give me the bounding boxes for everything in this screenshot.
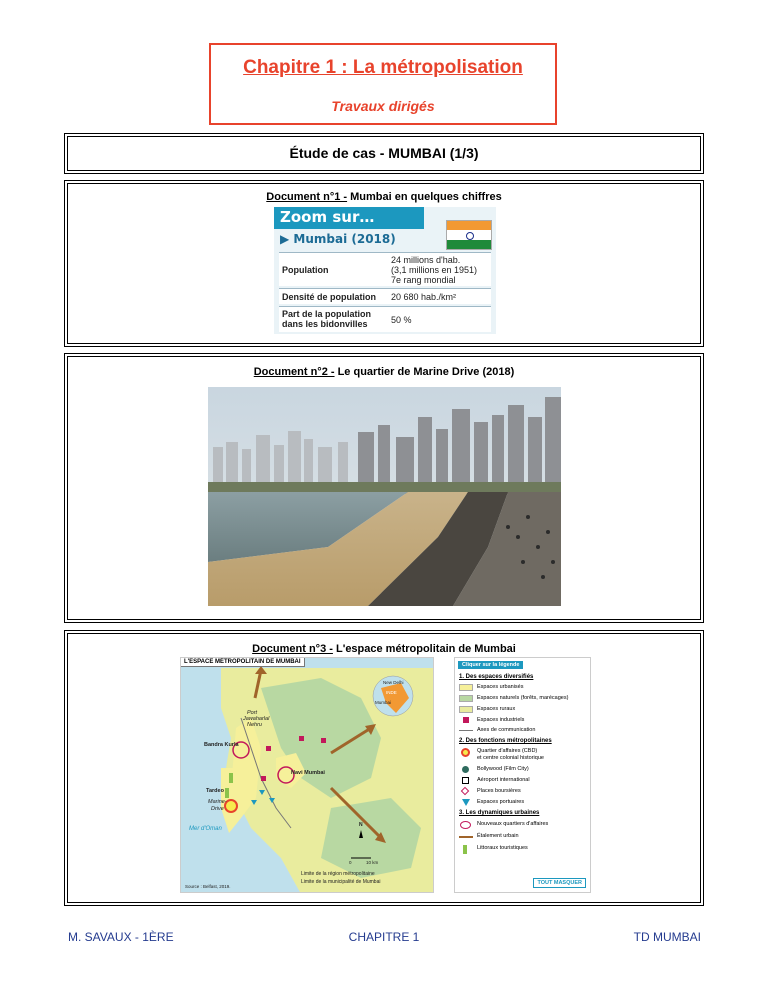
map-scale-end: 10 km <box>366 860 379 865</box>
map-label-nehru: Nehru <box>247 722 262 728</box>
legend-toggle-button[interactable]: Cliquer sur la légende <box>458 661 523 669</box>
india-flag-icon <box>446 220 492 250</box>
legend-section-3[interactable]: 3. Les dynamiques urbaines <box>459 810 540 816</box>
case-study-box <box>67 136 701 171</box>
document-1-title: Mumbai en quelques chiffres <box>347 191 502 203</box>
map-source: Source : Belfast, 2019. <box>185 884 231 889</box>
map-legend: Cliquer sur la légende 1. Des espaces diversifiés Espaces urbanisés Espaces naturels (forêts, marécages) Espaces ruraux Espaces industriels Axes de communication 2. Des fonctions métropolitaines Quartier d'affaires (CBD) et centre colonial historique Bollywood (Film City) Aéroport international Places boursières Espaces portuaires 3. Les dynamiques urbaines Nouveaux quartiers d'affaires Étalement urbain Littoraux touristiques TOUT MASQUER <box>454 657 591 893</box>
document-2 <box>67 356 701 620</box>
map-label-port: Port <box>247 710 258 716</box>
document-3 <box>67 633 701 903</box>
stat-value-line: 20 680 hab./km² <box>391 292 457 302</box>
footer-author: M. SAVAUX - 1ÈRE <box>68 930 174 944</box>
map-inset-label-mumbai: Mumbai <box>375 700 392 705</box>
chapter-subtitle: Travaux dirigés <box>331 98 435 114</box>
document-1-label: Document n°1 - <box>266 191 348 203</box>
document-2-label: Document n°2 - <box>253 366 335 378</box>
stat-key: Densité de population <box>282 292 377 302</box>
chapter-title-box <box>209 43 557 125</box>
map-scale-start: 0 <box>349 860 352 865</box>
legend-section-1[interactable]: 1. Des espaces diversifiés <box>459 674 534 680</box>
document-2-caption <box>68 366 700 378</box>
marine-drive-photo-image <box>208 387 561 606</box>
map-limit-metropolitan: Limite de la région métropolitaine <box>301 871 375 877</box>
footer-chapter: CHAPITRE 1 <box>348 930 420 944</box>
document-1-caption <box>68 191 700 203</box>
document-3-title: L'espace métropolitain de Mumbai <box>332 643 516 655</box>
document-3-caption <box>68 643 700 655</box>
map-label-bandra: Bandra Kurla <box>204 742 239 748</box>
mumbai-map <box>180 657 434 893</box>
stat-value-line: 24 millions d'hab. <box>391 255 461 265</box>
hide-all-button[interactable]: TOUT MASQUER <box>533 878 586 888</box>
document-3-label: Document n°3 - <box>252 643 333 655</box>
map-inset-label-india: INDE <box>386 690 397 695</box>
map-north-label: N <box>359 822 363 828</box>
map-label-drive: Drive <box>211 806 224 812</box>
stat-key: Part de la population dans les bidonvilles <box>282 309 372 329</box>
stat-value-line: 50 % <box>391 315 412 325</box>
map-label-jawaharlal: Jawaharlal <box>243 716 270 722</box>
map-label-marine: Marine- <box>208 799 227 805</box>
marine-drive-photo <box>208 387 561 606</box>
document-2-title: Le quartier de Marine Drive (2018) <box>334 366 515 378</box>
map-label-tardeo: Tardeo <box>206 788 224 794</box>
map-heading: L'ESPACE MÉTROPOLITAIN DE MUMBAI <box>181 658 305 667</box>
stat-row-population <box>279 252 491 286</box>
map-label-sea: Mer d'Oman <box>189 826 222 832</box>
stat-row-density <box>279 288 491 304</box>
stat-value-line: (3,1 millions en 1951) <box>391 265 478 275</box>
legend-section-2[interactable]: 2. Des fonctions métropolitaines <box>459 738 552 744</box>
zoom-card-heading: Zoom sur… <box>274 207 424 229</box>
chapter-title: Chapitre 1 : La métropolisation <box>243 57 523 78</box>
map-inset-label-new-delhi: New Delhi <box>383 680 404 685</box>
stat-row-slums <box>279 306 491 332</box>
map-label-navi-mumbai: Navi Mumbai <box>291 770 325 776</box>
document-1 <box>67 183 701 344</box>
case-study-title: Étude de cas - MUMBAI (1/3) <box>289 145 479 161</box>
stat-key: Population <box>282 265 329 275</box>
stat-value-line: 7e rang mondial <box>391 275 456 285</box>
zoom-card <box>274 207 496 334</box>
zoom-card-subheading: ▶ Mumbai (2018) <box>280 232 396 246</box>
footer-topic: TD MUMBAI <box>633 930 701 944</box>
map-limit-municipal: Limite de la municipalité de Mumbai <box>301 879 381 885</box>
